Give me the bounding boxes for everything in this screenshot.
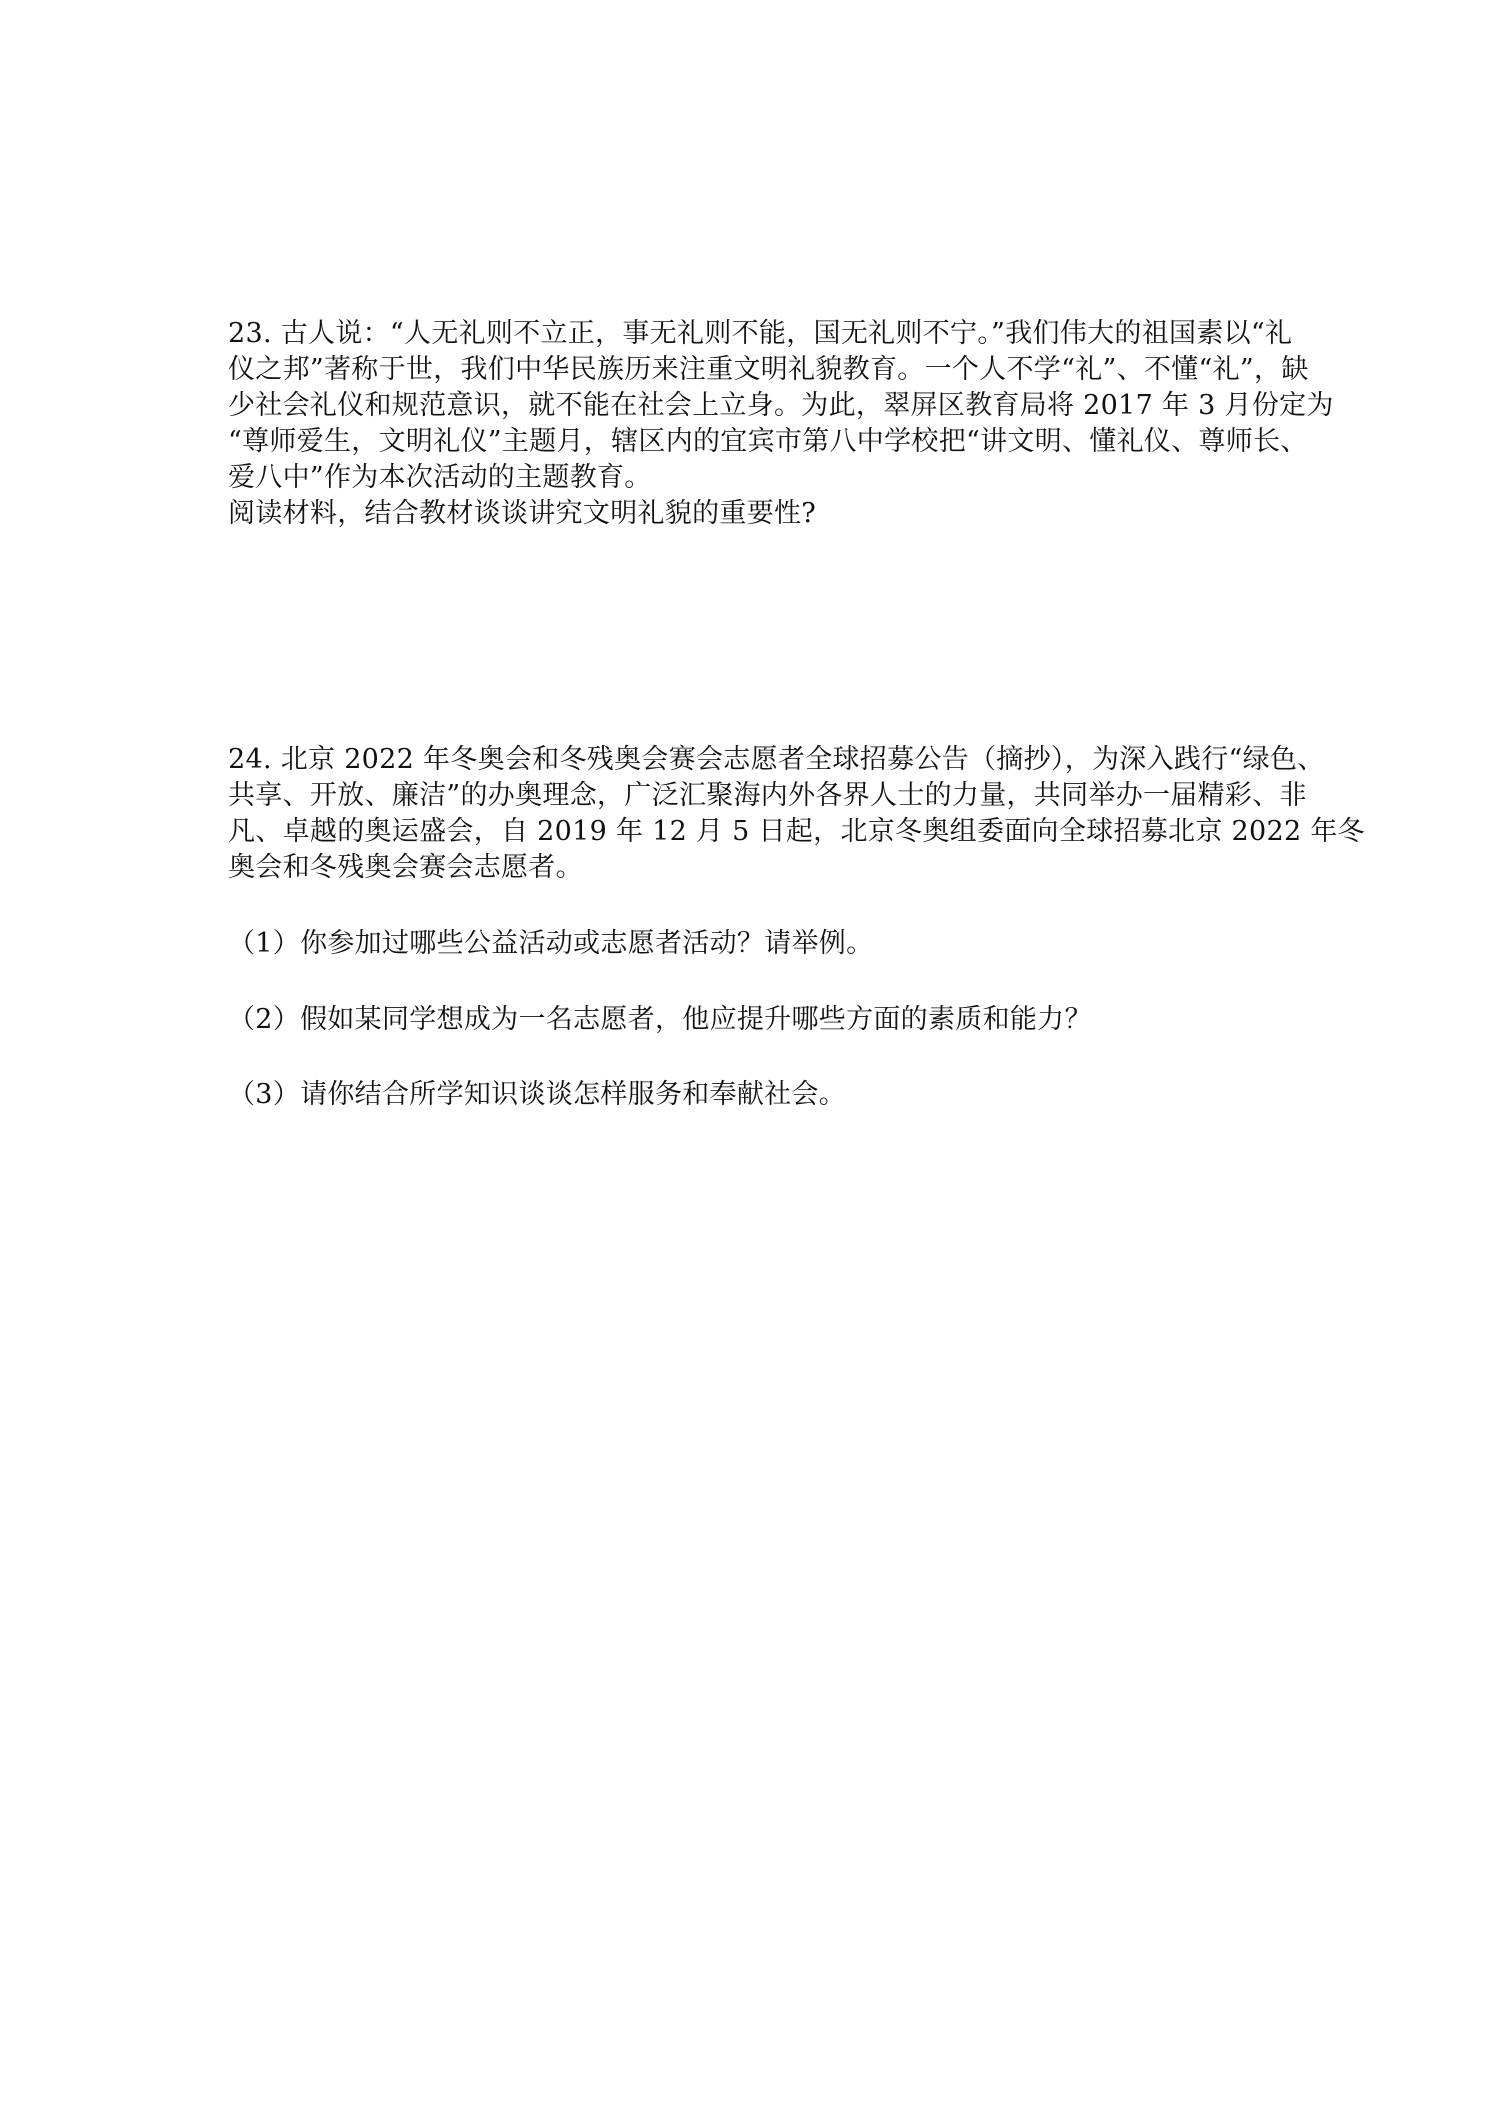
question-23-line-2: 仪之邦”著称于世，我们中华民族历来注重文明礼貌教育。一个人不学“礼”、不懂“礼”，缺 [228, 354, 1309, 385]
question-24 [228, 742, 1365, 886]
question-23-prompt: 阅读材料，结合教材谈谈讲究文明礼貌的重要性? [228, 498, 817, 529]
question-23 [228, 316, 1334, 532]
question-24-line-3: 凡、卓越的奥运盛会，自 2019 年 12 月 5 日起，北京冬奥组委面向全球招募北京 2022 年冬 [228, 816, 1365, 847]
question-24-line-4: 奥会和冬残奥会赛会志愿者。 [228, 852, 583, 883]
question-24-line-2: 共享、开放、廉洁”的办奥理念，广泛汇聚海内外各界人士的力量，共同举办一届精彩、非 [228, 780, 1307, 811]
question-24-sub-2: （2）假如某同学想成为一名志愿者，他应提升哪些方面的素质和能力？ [228, 1004, 1092, 1035]
question-23-line-3: 少社会礼仪和规范意识，就不能在社会上立身。为此，翠屏区教育局将 2017 年 3 月份定为 [228, 390, 1334, 421]
question-24-sub-3: （3）请你结合所学知识谈谈怎样服务和奉献社会。 [228, 1079, 847, 1110]
question-23-line-5: 爱八中”作为本次活动的主题教育。 [228, 462, 652, 493]
question-24-line-1: 24. 北京 2022 年冬奥会和冬残奥会赛会志愿者全球招募公告（摘抄），为深入践行“绿色、 [228, 744, 1325, 775]
question-23-line-4: “尊师爱生，文明礼仪”主题月，辖区内的宜宾市第八中学校把“讲文明、懂礼仪、尊师长、 [228, 426, 1308, 457]
question-23-line-1: 23. 古人说：“人无礼则不立正，事无礼则不能，国无礼则不宁。”我们伟大的祖国素以“礼 [228, 318, 1293, 349]
question-24-sub-1: （1）你参加过哪些公益活动或志愿者活动？请举例。 [228, 928, 874, 959]
